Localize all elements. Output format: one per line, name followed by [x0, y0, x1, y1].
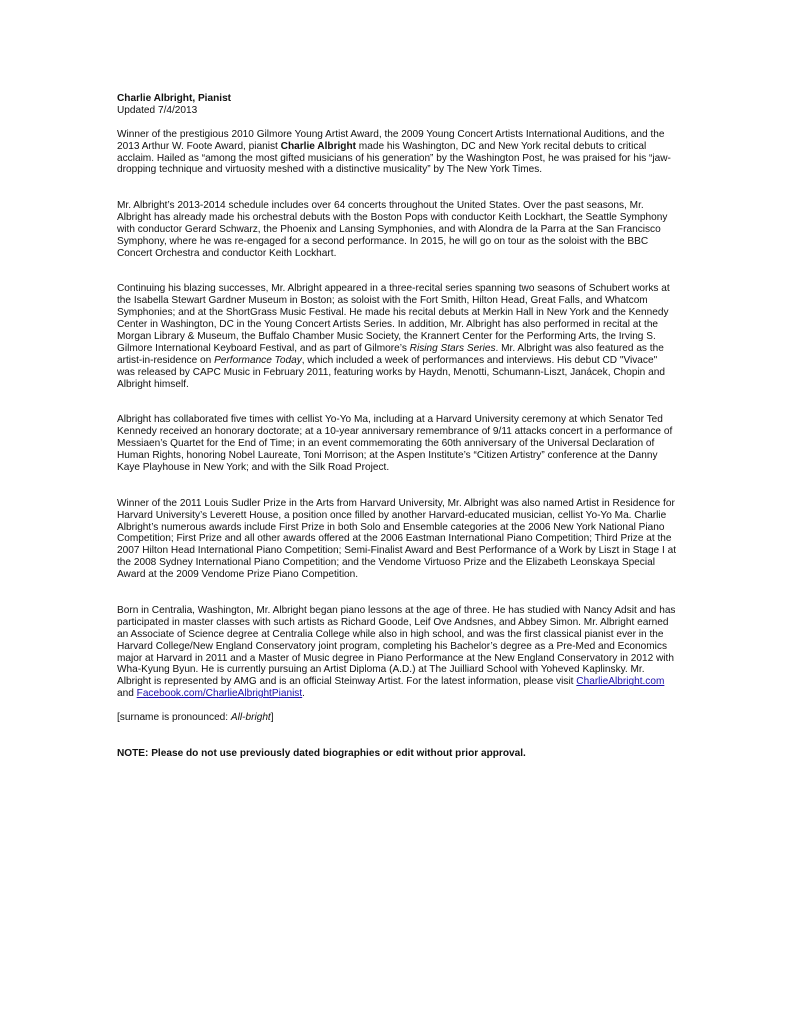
paragraph-awards-text-a: Winner of the prestigious 2010 Gilmore Young Artist Award, the 2009 Young Concert Artists International Auditions, and the 2013 Arthur W. Foote Award, pianist	[117, 128, 665, 152]
paragraph-schedule: Mr. Albright’s 2013-2014 schedule includes over 64 concerts throughout the United States. Over the past seasons, Mr. Albright has already made his orchestral debuts with the Boston Pops with conductor Keith Lockhart, the Seattle Symphony with conductor Gerard Schwarz, the Phoenix and Lansing Symphonies, and with Alondra de la Parra at the San Francisco Symphony, where he was re-engaged for a second performance. In 2015, he will go on tour as the soloist with the BBC Concert Orchestra and conductor Keith Lockhart.	[117, 200, 668, 259]
performance-today-italic: Performance Today	[214, 354, 302, 366]
paragraph-recitals	[117, 283, 677, 390]
paragraph-background-and: and	[117, 688, 137, 700]
paragraph-collaborations: Albright has collaborated five times with cellist Yo-Yo Ma, including at a Harvard University ceremony at which Senator Ted Kennedy received an honorary doctorate; at a 10-year anniversary remembrance of 9/11 attacks concert in a performance of Messiaen’s Quartet for the End of Time; in an event commemorating the 60th anniversary of the Universal Declaration of Human Rights, honoring Nobel Laureate, Toni Morrison; at the Aspen Institute’s “Citizen Artistry” conference at the Danny Kaye Playhouse in New York; and with the Silk Road Project.	[117, 414, 673, 474]
pronunciation-text-b: ]	[270, 712, 274, 724]
paragraph-awards-text-b: made his Washington, DC and New York recital debuts to critical acclaim. Hailed as “among the most gifted musicians of his generation” by the Washington Post, he was praised for his “jaw-dropping technique and virtuosity meshed with a distinctive musicality” by The New York Times.	[117, 140, 671, 176]
biography-content	[117, 93, 677, 772]
paragraph-recitals-text-c: , which included a week of performances and interviews. His debut CD "Vivace" was released by CAPC Music in February 2011, featuring works by Haydn, Menotti, Schumann-Liszt, Janácek, Chopin and Albright himself.	[117, 354, 665, 390]
paragraph-awards	[117, 129, 677, 177]
paragraph-prizes: Winner of the 2011 Louis Sudler Prize in the Arts from Harvard University, Mr. Albright was also named Artist in Residence for Harvard University’s Leverett House, a position once filled by another Harvard-educated musician, cellist Yo-Yo Ma. Charlie Albright’s numerous awards include First Prize in both Solo and Ensemble categories at the 2006 New York National Piano Competition; First Prize and all other awards offered at the 2006 Eastman International Piano Competition; Third Prize at the 2007 Hilton Head International Piano Competition; Semi-Finalist Award and Best Performance of a Work by Liszt in Stage I at the 2008 Sydney International Piano Competition; and the Vendome Virtuoso Prize and the Elizabeth Leonskaya Special Award at the 2009 Vendome Prize Piano Competition.	[117, 497, 676, 581]
approval-note: NOTE: Please do not use previously dated biographies or edit without prior approval.	[117, 747, 526, 759]
paragraph-background	[117, 605, 677, 700]
paragraph-recitals-text-a: Continuing his blazing successes, Mr. Albright appeared in a three-recital series spanning two seasons of Schubert works at the Isabella Stewart Gardner Museum in Boston; as soloist with the Fort Smith, Hilton Head, Great Falls, and Whatcom Symphonies; and at the ShortGrass Music Festival. He made his recital debuts at Merkin Hall in New York and the Kennedy Center in Washington, DC in the Young Concert Artists Series. In addition, Mr. Albright has also performed in recital at the Morgan Library & Museum, the Buffalo Chamber Music Society, the Krannert Center for the Performing Arts, the Irving S. Gilmore International Keyboard Festival, and as part of Gilmore’s	[117, 283, 670, 354]
charliealbright-link[interactable]: CharlieAlbright.com	[576, 676, 665, 688]
paragraph-background-text: Born in Centralia, Washington, Mr. Albright began piano lessons at the age of three. He has studied with Nancy Adsit and has participated in master classes with such artists as Richard Goode, Leif Ove Andsnes, and Abbey Simon. Mr. Albright earned an Associate of Science degree at Centralia College while also in high school, and was the first classical pianist ever in the Harvard College/New England Conservatory joint program, completing his Bachelor’s degree as a Pre-Med and Economics major at Harvard in 2011 and a Master of Music degree in Piano Performance at the New England Conservatory in 2012 with Wha-Kyung Byun. He is currently pursuing an Artist Diploma (A.D.) at The Juilliard School with Yoheved Kaplinsky. Mr. Albright is represented by AMG and is an official Steinway Artist. For the latest information, please visit	[117, 604, 676, 688]
document-title: Charlie Albright, Pianist	[117, 93, 232, 104]
facebook-link[interactable]: Facebook.com/CharlieAlbrightPianist	[136, 688, 303, 700]
paragraph-recitals-text-b: . Mr. Albright was also featured as the artist-in-residence on	[117, 342, 664, 366]
pronunciation-word-italic: All-bright	[230, 712, 271, 724]
artist-name-bold: Charlie Albright	[280, 140, 356, 152]
paragraph-background-end: .	[302, 688, 305, 700]
pronunciation-text-a: [surname is pronounced:	[117, 712, 231, 724]
updated-date: Updated 7/4/2013	[117, 104, 198, 116]
pronunciation-note	[117, 712, 677, 724]
rising-stars-series-italic: Rising Stars Series	[409, 342, 496, 354]
